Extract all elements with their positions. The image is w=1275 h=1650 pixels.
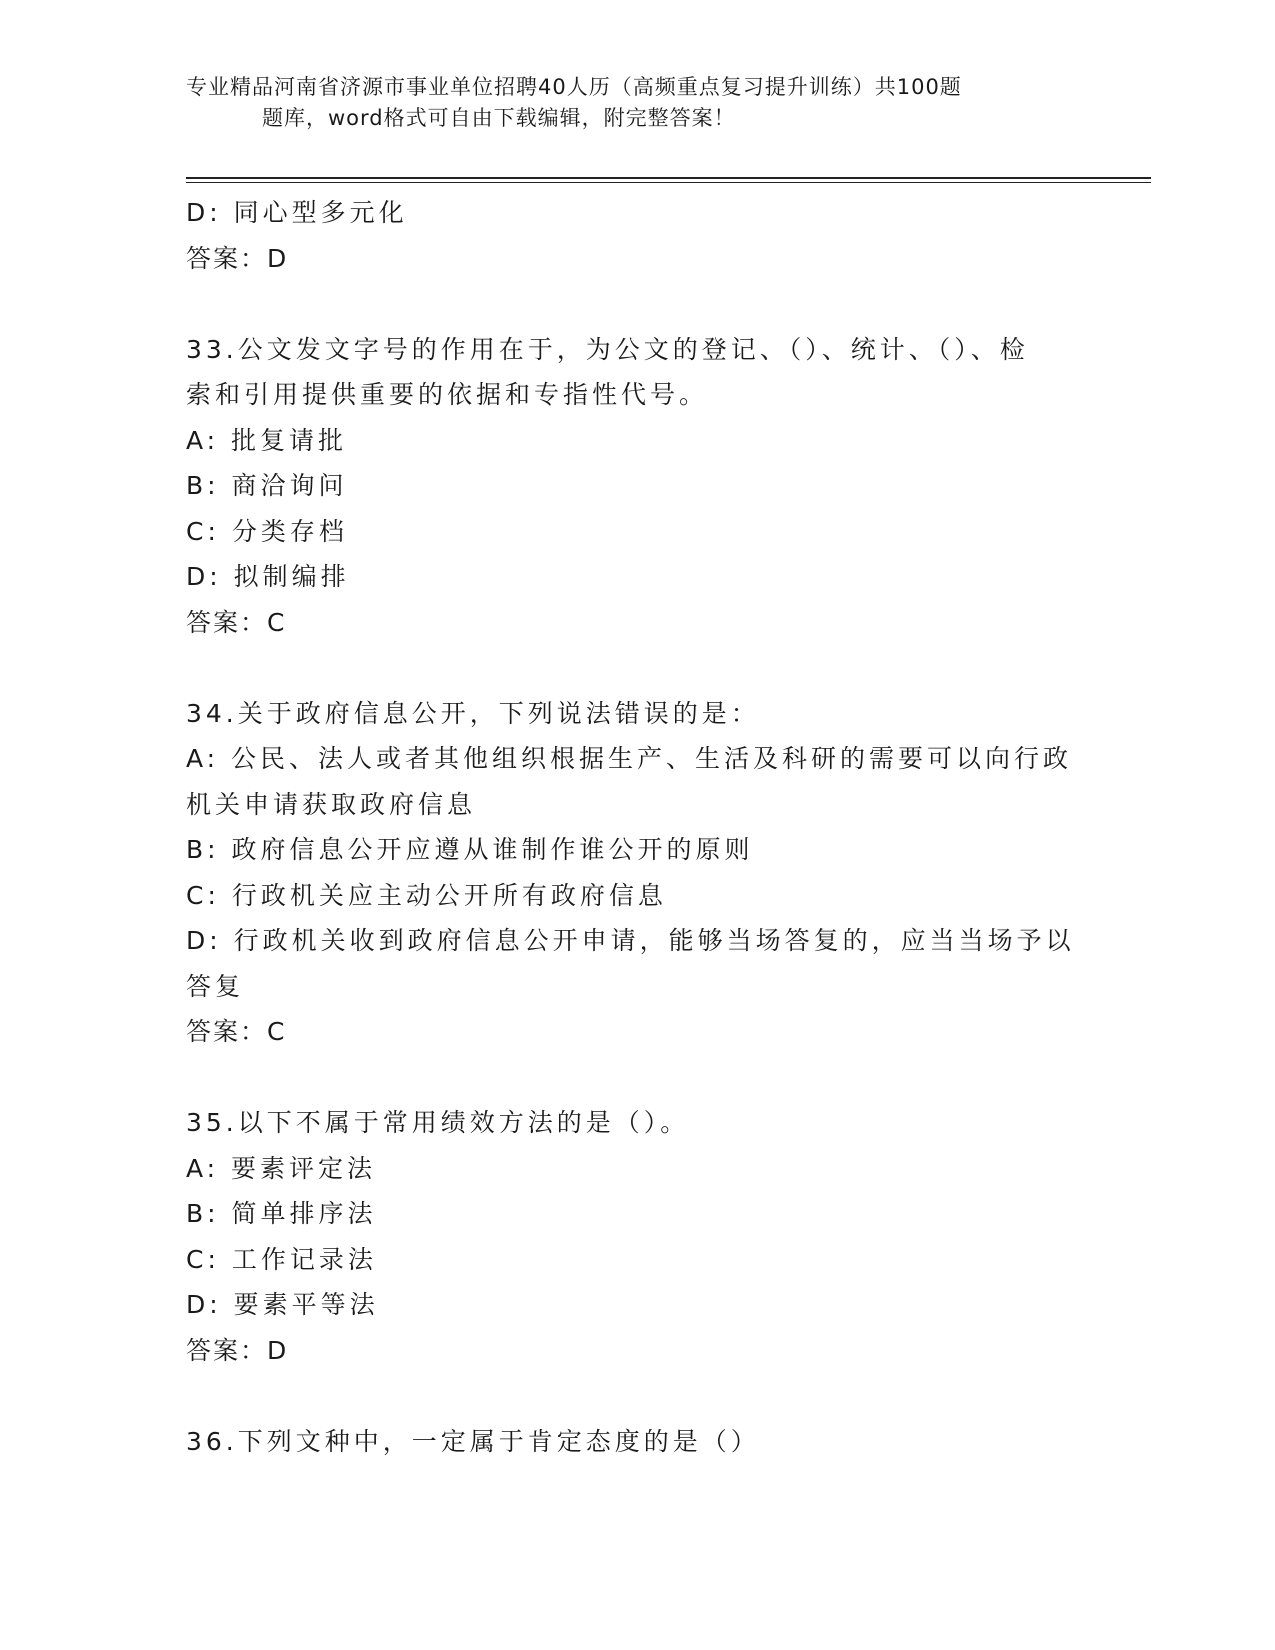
spacer bbox=[186, 1373, 1086, 1419]
option-c: C: 分类存档 bbox=[186, 516, 348, 546]
question-35 bbox=[186, 1100, 1086, 1373]
option-c: C: 行政机关应主动公开所有政府信息 bbox=[186, 880, 667, 910]
header-rule-thin bbox=[186, 182, 1151, 183]
spacer bbox=[186, 1055, 1086, 1101]
header-title-line2: 题库，word格式可自由下载编辑，附完整答案！ bbox=[262, 106, 736, 130]
prev-answer: 答案：D bbox=[186, 243, 289, 273]
option-a-cont: 机关申请获取政府信息 bbox=[186, 789, 477, 819]
question-34 bbox=[186, 691, 1086, 1055]
question-stem: 33.公文发文字号的作用在于，为公文的登记、（）、统计、（）、检 bbox=[186, 334, 1029, 364]
spacer bbox=[186, 645, 1086, 691]
document-header bbox=[186, 72, 1066, 134]
header-title-line1: 专业精品河南省济源市事业单位招聘40人历（高频重点复习提升训练）共100题 bbox=[186, 75, 962, 99]
option-d: D: 要素平等法 bbox=[186, 1290, 379, 1319]
question-36 bbox=[186, 1419, 1086, 1465]
option-b: B: 商洽询问 bbox=[186, 471, 348, 500]
answer: 答案：D bbox=[186, 1335, 289, 1365]
option-b: B: 简单排序法 bbox=[186, 1199, 377, 1228]
header-rule-thick bbox=[186, 177, 1151, 179]
answer: 答案：C bbox=[186, 607, 287, 637]
answer: 答案：C bbox=[186, 1017, 287, 1046]
option-a: A: 要素评定法 bbox=[186, 1153, 377, 1183]
option-c: C: 工作记录法 bbox=[186, 1244, 377, 1274]
option-d: D: 拟制编排 bbox=[186, 562, 350, 591]
option-d: D: 行政机关收到政府信息公开申请，能够当场答复的，应当当场予以 bbox=[186, 926, 1075, 955]
question-stem: 35.以下不属于常用绩效方法的是（）。 bbox=[186, 1108, 690, 1137]
option-b: B: 政府信息公开应遵从谁制作谁公开的原则 bbox=[186, 835, 754, 864]
question-33 bbox=[186, 327, 1086, 646]
prev-option-d: D: 同心型多元化 bbox=[186, 198, 408, 227]
question-content bbox=[186, 190, 1086, 1464]
question-stem: 34.关于政府信息公开，下列说法错误的是： bbox=[186, 698, 760, 728]
spacer bbox=[186, 281, 1086, 327]
question-stem: 36.下列文种中，一定属于肯定态度的是（） bbox=[186, 1426, 760, 1456]
option-a: A: 公民、法人或者其他组织根据生产、生活及科研的需要可以向行政 bbox=[186, 744, 1073, 773]
option-d-cont: 答复 bbox=[186, 971, 245, 1001]
option-a: A: 批复请批 bbox=[186, 425, 348, 455]
question-stem-cont: 索和引用提供重要的依据和专指性代号。 bbox=[186, 380, 709, 409]
